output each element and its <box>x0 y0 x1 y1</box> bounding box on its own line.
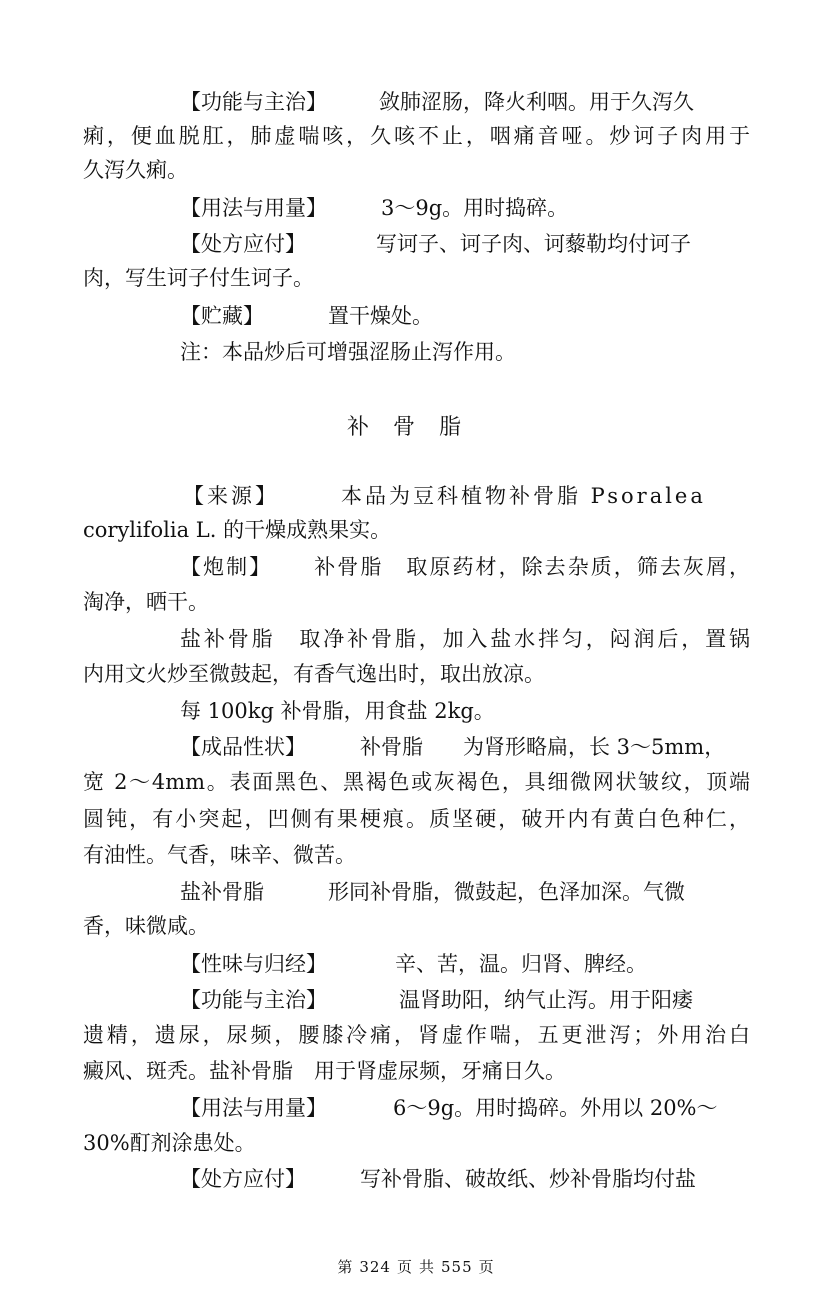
section-heading-function: 【功能与主治】 <box>180 90 327 114</box>
note-line: 注：本品炒后可增强涩肠止泻作用。 <box>180 340 516 364</box>
section-text: 置干燥处。 <box>328 304 433 328</box>
section-heading-processing: 【炮制】 <box>180 555 273 579</box>
section-heading-usage: 【用法与用量】 <box>180 1096 327 1120</box>
page-footer <box>0 1256 832 1277</box>
section-text: 补骨脂 取原药材，除去杂质，筛去灰屑， <box>312 555 751 579</box>
text-line: 圆钝，有小突起，凹侧有果梗痕。质坚硬，破开内有黄白色种仁， <box>83 807 750 831</box>
paragraph-usage <box>180 1094 750 1122</box>
text-line: 每 100kg 补骨脂，用食盐 2kg。 <box>180 699 495 723</box>
text-line: corylifolia L. 的干燥成熟果实。 <box>83 518 392 542</box>
text-line: 肉，写生诃子付生诃子。 <box>83 266 314 290</box>
text-line: 内用文火炒至微鼓起，有香气逸出时，取出放凉。 <box>83 662 545 686</box>
section-text: 补骨脂 <box>360 735 423 759</box>
paragraph-characteristics <box>180 733 750 761</box>
current-page-number: 324 <box>359 1258 391 1276</box>
text-line: 遗精，遗尿，尿频，腰膝冷痛，肾虚作喘，五更泄泻；外用治白 <box>83 1023 750 1047</box>
section-text: 温肾助阳，纳气止泻。用于阳痿 <box>399 988 693 1012</box>
footer-label: 共 <box>419 1258 436 1276</box>
section-heading-characteristics: 【成品性状】 <box>180 735 306 759</box>
text-line: 有油性。气香，味辛、微苦。 <box>83 843 356 867</box>
text-line: 癜风、斑秃。盐补骨脂 用于肾虚尿频，牙痛日久。 <box>83 1059 566 1083</box>
section-heading-usage: 【用法与用量】 <box>180 196 327 220</box>
footer-label: 页 <box>478 1258 495 1276</box>
section-text: 6～9g。用时捣碎。外用以 20%～ <box>393 1096 718 1120</box>
text-line: 宽 2～4mm。表面黑色、黑褐色或灰褐色，具细微网状皱纹，顶端 <box>83 770 750 794</box>
paragraph-salted <box>180 878 750 906</box>
section-text: 3～9g。用时捣碎。 <box>381 196 569 220</box>
paragraph-storage <box>180 302 750 330</box>
section-heading-prescription: 【处方应付】 <box>180 1167 306 1191</box>
text-line: 30%酊剂涂患处。 <box>83 1131 256 1155</box>
text-line: 久泻久痢。 <box>83 158 188 182</box>
section-text: 为肾形略扁，长 3～5mm， <box>463 735 726 759</box>
section-heading-storage: 【贮藏】 <box>180 304 264 328</box>
section-text: 敛肺涩肠，降火利咽。用于久泻久 <box>379 90 694 114</box>
section-text: 形同补骨脂，微鼓起，色泽加深。气微 <box>328 880 685 904</box>
paragraph-function-line-1 <box>180 88 750 116</box>
paragraph-function <box>180 986 750 1014</box>
text-line: 痢，便血脱肛，肺虚喘咳，久咳不止，咽痛音哑。炒诃子肉用于 <box>83 124 750 148</box>
section-text: 辛、苦，温。归肾、脾经。 <box>395 952 647 976</box>
total-page-count: 555 <box>441 1258 473 1276</box>
section-text: 盐补骨脂 <box>180 880 264 904</box>
section-heading-prescription: 【处方应付】 <box>180 232 306 256</box>
entry-title: 补骨脂 <box>346 415 485 440</box>
text-line: 香，味微咸。 <box>83 914 209 938</box>
section-text: 写诃子、诃子肉、诃藜勒均付诃子 <box>376 232 691 256</box>
footer-label: 页 <box>396 1258 413 1276</box>
section-text: 本品为豆科植物补骨脂 Psoralea <box>341 484 706 508</box>
paragraph-usage <box>180 194 750 222</box>
text-line: 淘净，晒干。 <box>83 590 209 614</box>
footer-label: 第 <box>337 1258 354 1276</box>
paragraph-prescription <box>180 230 750 258</box>
paragraph-processing <box>180 553 750 581</box>
section-heading-nature: 【性味与归经】 <box>180 952 327 976</box>
section-heading-function: 【功能与主治】 <box>180 988 327 1012</box>
section-heading-source: 【来源】 <box>183 484 279 508</box>
text-line: 盐补骨脂 取净补骨脂，加入盐水拌匀，闷润后，置锅 <box>180 627 750 651</box>
paragraph-source <box>183 482 750 510</box>
section-text: 写补骨脂、破故纸、炒补骨脂均付盐 <box>360 1167 696 1191</box>
paragraph-prescription <box>180 1165 750 1193</box>
paragraph-nature <box>180 950 750 978</box>
